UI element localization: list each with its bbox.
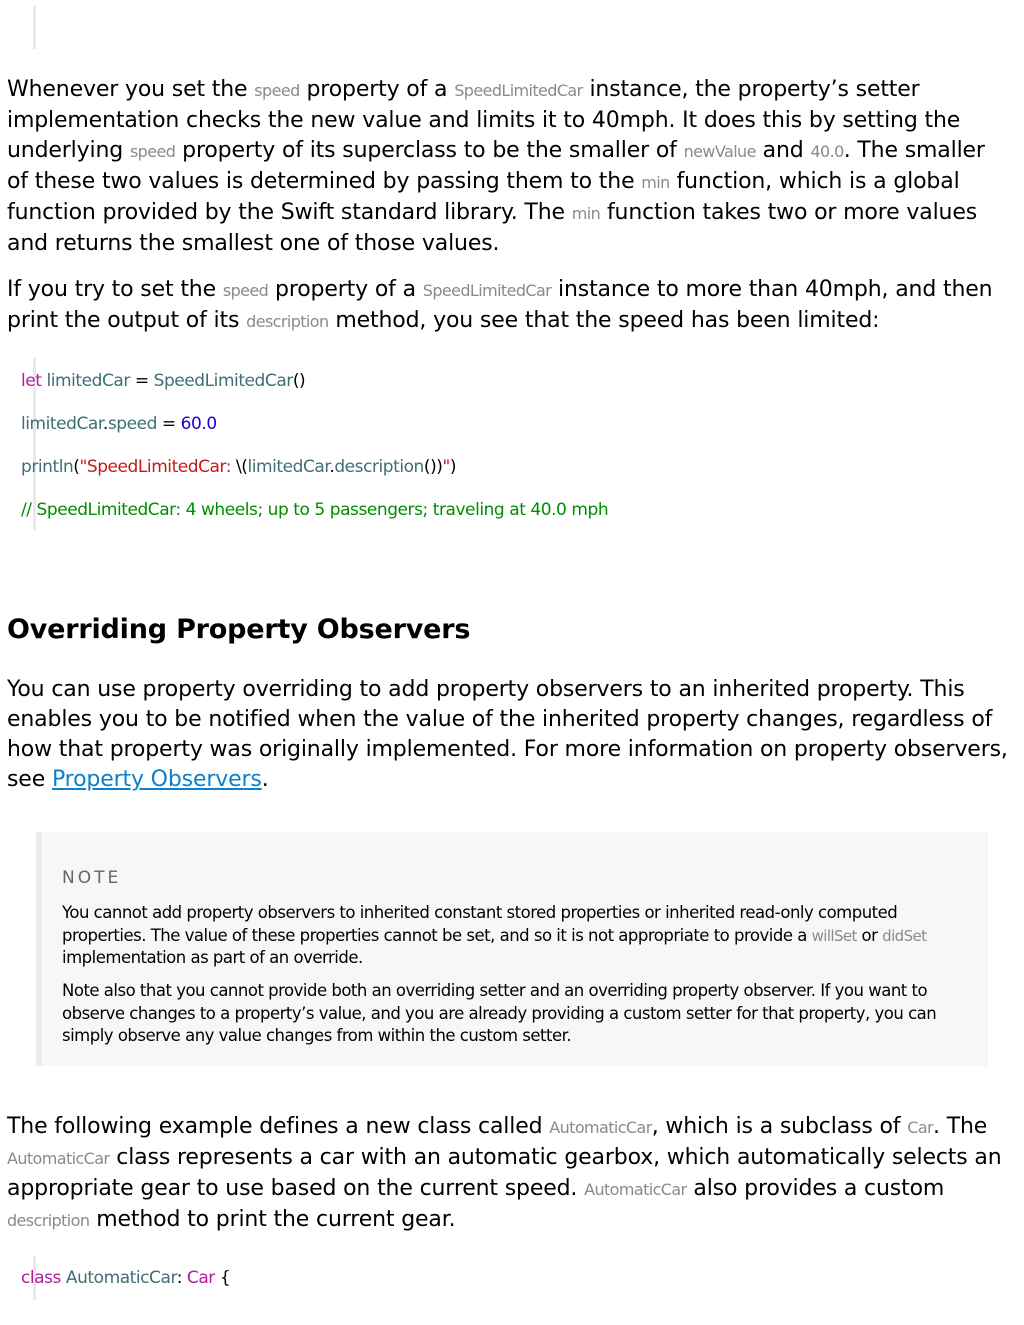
paragraph-automatic-car — [7, 1112, 1012, 1236]
code-line — [21, 1267, 230, 1289]
inline-code: description — [7, 1211, 90, 1230]
text: function takes two or more values and returns the smallest one of those values. — [7, 200, 978, 256]
note-paragraph: Note also that you cannot provide both an overriding setter and an overriding property observer. If you want to observe changes to a property’s value, and you are already providing a custom setter for that property, you can simply observe any value changes from within the custom setter. — [62, 981, 937, 1045]
property-observers-link[interactable]: Property Observers — [51, 767, 262, 792]
text: implementation as part of an override. — [62, 948, 363, 967]
inline-code: min — [571, 204, 601, 223]
inline-code: 40.0 — [810, 142, 844, 161]
inline-code: description — [246, 312, 329, 331]
code-punct: ()) — [423, 457, 443, 477]
paragraph-set-speed-example — [7, 275, 1012, 337]
code-line — [21, 413, 217, 435]
text: method, you see that the speed has been limited: — [328, 308, 880, 333]
inline-code: AutomaticCar — [584, 1180, 687, 1199]
text: You cannot add property observers to inherited constant stored properties or inherited read-only computed properties. The value of these properties cannot be set, and so it is not appropriate to provide a — [62, 903, 898, 945]
text: . The smaller of these two values is determined by passing them to the — [7, 138, 985, 194]
text: You can use property overriding to add property observers to an inherited property. This enables you to be notified when the value of the inherited property changes, regardless of how that property was originally implemented. For more information on property observers, see — [7, 677, 1008, 792]
code-function: println — [21, 457, 74, 477]
inline-code: speed — [254, 81, 300, 100]
text: function, which is a global function provided by the Swift standard library. The — [7, 169, 960, 225]
code-operator: = — [156, 414, 181, 434]
code-punct: : — [176, 1268, 187, 1288]
code-block-automatic-car — [21, 1256, 231, 1300]
text: method to print the current gear. — [89, 1207, 456, 1232]
inline-code: SpeedLimitedCar — [422, 281, 552, 300]
inline-code: AutomaticCar — [549, 1118, 652, 1137]
code-punct: ( — [73, 457, 80, 477]
inline-code: AutomaticCar — [7, 1149, 110, 1168]
inline-code: speed — [129, 142, 176, 161]
code-punct: . — [329, 457, 335, 477]
inline-code: SpeedLimitedCar — [454, 81, 583, 100]
code-string: "SpeedLimitedCar: — [79, 457, 236, 477]
text: instance, the property’s setter implementation checks the new value and limits it to 40mph. It does this by setting the underlying — [7, 77, 961, 163]
code-identifier: limitedCar — [46, 371, 130, 391]
text: The following example defines a new class called — [7, 1114, 550, 1139]
text: and — [755, 138, 811, 163]
text: property of a — [268, 277, 423, 302]
paragraph-overriding-observers — [7, 675, 1012, 795]
text: or — [856, 925, 883, 945]
inline-code: Car — [907, 1118, 934, 1137]
note-title: NOTE — [62, 868, 122, 888]
inline-code: min — [641, 173, 670, 192]
inline-code: newValue — [683, 142, 756, 161]
code-punct: { — [214, 1268, 231, 1288]
code-identifier: limitedCar — [247, 457, 330, 477]
text: property of its superclass to be the smaller of — [175, 138, 684, 163]
top-code-block-edge — [33, 6, 36, 49]
text: also provides a custom — [686, 1176, 945, 1201]
code-type: AutomaticCar — [65, 1268, 177, 1288]
note-paragraph — [62, 902, 962, 970]
code-number: 60.0 — [180, 414, 217, 434]
code-block-limited-car — [21, 358, 609, 530]
note-box — [36, 832, 988, 1066]
code-method: description — [334, 457, 424, 477]
code-punct: () — [292, 371, 306, 391]
code-line — [21, 456, 456, 478]
code-punct: . — [102, 414, 108, 434]
code-punct: \( — [236, 457, 248, 477]
text: instance to more than 40mph, and then print the output of its — [7, 277, 993, 333]
text: property of a — [299, 77, 455, 102]
code-property: speed — [107, 414, 157, 434]
code-comment: // SpeedLimitedCar: 4 wheels; up to 5 passengers; traveling at 40.0 mph — [21, 500, 609, 520]
section-heading: Overriding Property Observers — [7, 614, 471, 645]
code-punct: ) — [449, 457, 457, 477]
inline-code: speed — [222, 281, 269, 300]
text: . — [261, 767, 269, 792]
paragraph-speed-setter — [7, 75, 1012, 259]
code-type: SpeedLimitedCar — [153, 371, 293, 391]
text: , which is a subclass of — [651, 1114, 908, 1139]
text: . The — [933, 1114, 988, 1139]
inline-code: willSet — [811, 926, 857, 945]
code-line — [21, 370, 305, 392]
code-keyword: class — [21, 1268, 61, 1288]
text: If you try to set the — [7, 277, 223, 302]
code-operator: = — [129, 371, 154, 391]
code-identifier: limitedCar — [21, 414, 103, 434]
code-keyword: let — [21, 371, 42, 391]
code-type: Car — [186, 1268, 215, 1288]
text: class represents a car with an automatic gearbox, which automatically selects an appropriate gear to use based on the current speed. — [7, 1145, 1002, 1201]
code-string: " — [442, 457, 450, 477]
text: Whenever you set the — [7, 77, 255, 102]
inline-code: didSet — [882, 926, 927, 945]
